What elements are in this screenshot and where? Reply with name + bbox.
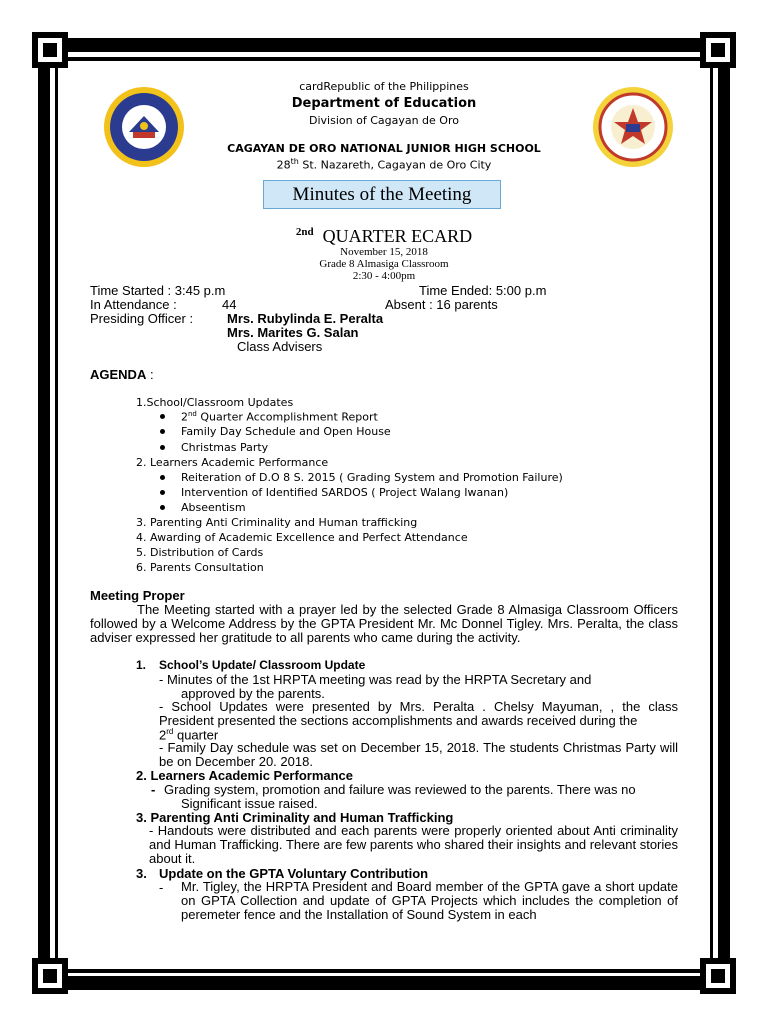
address-number: 28 <box>276 158 291 172</box>
agenda-item-2-sub-1: Reiteration of D.O 8 S. 2015 ( Grading System and Promotion Failure) <box>181 471 563 484</box>
school-address <box>0 157 768 172</box>
meeting-intro: The Meeting started with a prayer led by the selected Grade 8 Almasiga Classroom Officers followed by a Welcome Address by the GPTA President Mr. Mc Donnel Tigley. Mrs. Peralta, the class adviser expressed her gratitude to all parents who came during the activity. <box>90 602 678 645</box>
section-2-dash: - <box>151 782 156 797</box>
time-ended: Time Ended: 5:00 p.m <box>419 283 547 298</box>
section-1-line-2: approved by the parents. <box>181 686 325 701</box>
ordinal-number: 2 <box>181 410 188 424</box>
quarter-number: 2 <box>159 727 167 743</box>
bullet-icon <box>160 475 165 480</box>
presiding-officer-2: Mrs. Marites G. Salan <box>227 325 359 340</box>
border-bottom <box>52 976 716 990</box>
page-title: Minutes of the Meeting <box>263 180 501 209</box>
border-top <box>52 38 716 52</box>
quarter-title: QUARTER ECARD <box>322 226 473 246</box>
border-right <box>718 52 730 972</box>
presiding-officer-1: Mrs. Rubylinda E. Peralta <box>227 311 384 326</box>
section-2-line-1: Grading system, promotion and failure was reviewed to the parents. There was no <box>164 782 636 797</box>
section-4-number: 3. <box>136 866 147 881</box>
section-1-title: School’s Update/ Classroom Update <box>159 658 366 672</box>
agenda-item-1-sub-1 <box>181 410 378 424</box>
sub-item-text: Quarter Accomplishment Report <box>196 410 378 424</box>
bullet-icon <box>160 414 165 419</box>
section-1-line-1: - Minutes of the 1st HRPTA meeting was read by the HRPTA Secretary and <box>159 672 592 687</box>
border-corner-top-right <box>698 30 738 70</box>
agenda-item-1-sub-2: Family Day Schedule and Open House <box>181 425 391 438</box>
agenda-item-3: 3. Parenting Anti Criminality and Human trafficking <box>136 516 418 529</box>
attendance-label: In Attendance : <box>90 297 177 312</box>
meeting-date: November 15, 2018 <box>340 246 428 258</box>
quarter-ordinal: 2nd <box>295 226 314 238</box>
meeting-venue: Grade 8 Almasiga Classroom <box>319 258 449 270</box>
section-1-number: 1. <box>136 658 147 672</box>
quarter-heading <box>0 226 768 247</box>
border-bottom-inner <box>52 969 716 973</box>
bullet-icon <box>160 490 165 495</box>
address-rest: St. Nazareth, Cagayan de Oro City <box>298 158 492 172</box>
agenda-item-2: 2. Learners Academic Performance <box>136 456 329 469</box>
section-3-title: 3. Parenting Anti Criminality and Human Trafficking <box>136 810 454 825</box>
border-top-inner <box>52 57 716 61</box>
agenda-title: AGENDA <box>90 367 147 382</box>
absent-count: Absent : 16 parents <box>385 297 498 312</box>
section-1-line-3: - School Updates were presented by Mrs. Peralta . Chelsy Mayuman, , the class President presented the sections accomplishments and awards received during the <box>159 699 678 728</box>
section-4-text: Mr. Tigley, the HRPTA President and Board member of the GPTA gave a short update on GPTA Collection and update of GPTA Projects which includes the completion of peremeter fence and the Installation of Sound System in each <box>181 879 678 922</box>
bullet-icon <box>160 429 165 434</box>
agenda-item-1-sub-3: Christmas Party <box>181 441 269 454</box>
agenda-item-1: 1.School/Classroom Updates <box>136 396 294 409</box>
time-started: Time Started : 3:45 p.m <box>90 283 226 298</box>
school-name: CAGAYAN DE ORO NATIONAL JUNIOR HIGH SCHOOL <box>227 142 541 155</box>
border-corner-top-left <box>30 30 70 70</box>
presiding-label: Presiding Officer : <box>90 311 194 326</box>
agenda-colon: : <box>146 367 154 382</box>
agenda-heading <box>90 367 154 382</box>
agenda-item-2-sub-3: Abseentism <box>181 501 246 514</box>
border-left-inner <box>55 60 58 964</box>
section-4-dash: - <box>159 880 164 895</box>
agenda-item-5: 5. Distribution of Cards <box>136 546 264 559</box>
section-1-line-5: - Family Day schedule was set on December 15, 2018. The students Christmas Party will be on December 20. 2018. <box>159 740 678 769</box>
meeting-proper-heading: Meeting Proper <box>90 588 185 603</box>
agenda-item-6: 6. Parents Consultation <box>136 561 264 574</box>
section-3-text: - Handouts were distributed and each parents were properly oriented about Anti criminality and Human Trafficking. There are few parents who shared their insights and relevant stories about it. <box>149 823 678 866</box>
section-2-title: 2. Learners Academic Performance <box>136 768 354 783</box>
quarter-suffix: rd <box>166 727 174 736</box>
agenda-item-2-sub-2: Intervention of Identified SARDOS ( Project Walang Iwanan) <box>181 486 509 499</box>
bullet-icon <box>160 505 165 510</box>
ordinal-suffix: nd <box>188 410 197 418</box>
border-left <box>38 52 50 972</box>
republic-line: cardRepublic of the Philippines <box>299 80 469 93</box>
border-right-inner <box>710 60 713 964</box>
officer-role: Class Advisers <box>237 339 323 354</box>
border-corner-bottom-left <box>30 956 70 996</box>
border-corner-bottom-right <box>698 956 738 996</box>
department-line: Department of Education <box>291 96 477 111</box>
agenda-item-4: 4. Awarding of Academic Excellence and Perfect Attendance <box>136 531 468 544</box>
division-line: Division of Cagayan de Oro <box>309 114 459 127</box>
section-4-title: Update on the GPTA Voluntary Contribution <box>159 866 429 881</box>
attendance-value: 44 <box>222 297 237 312</box>
quarter-word: quarter <box>173 727 219 743</box>
bullet-icon <box>160 445 165 450</box>
section-2-line-2: Significant issue raised. <box>181 796 318 811</box>
meeting-time: 2:30 - 4:00pm <box>352 270 416 282</box>
address-suffix: th <box>290 157 299 166</box>
